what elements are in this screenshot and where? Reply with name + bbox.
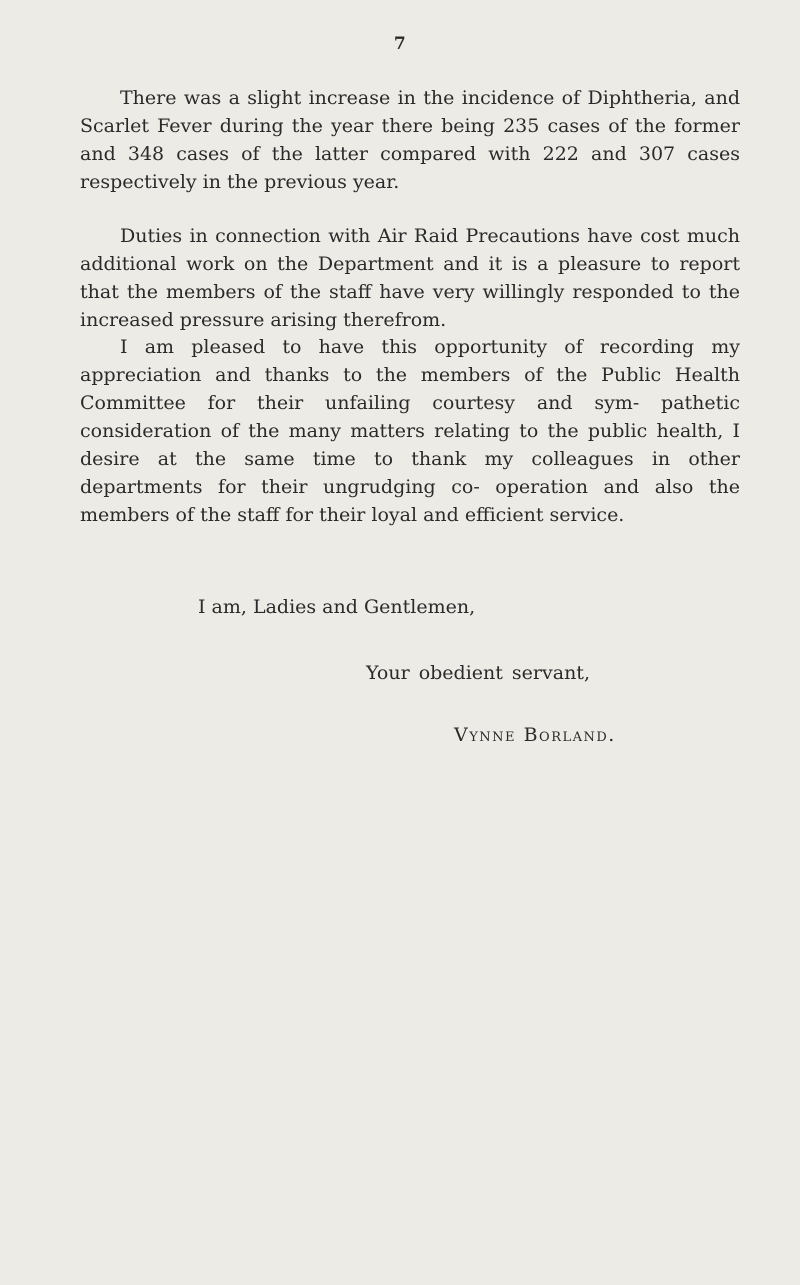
paragraph-appreciation: I am pleased to have this opportunity of recording my appreciation and thanks to the members of the Public Health Committee for their unfailing courtesy and sym- pathetic consideration of the many matters relating to the public health, I desire at the same time to thank my colleagues in other departments for their ungrudging co- operation and also the members of the staff for their loyal and efficient service. <box>80 336 740 526</box>
page-number: 7 <box>393 34 407 54</box>
signature-name: Vynne Borland. <box>454 724 616 746</box>
closing-salutation: I am, Ladies and Gentlemen, <box>198 596 476 618</box>
closing-valediction: Your obedient servant, <box>366 662 590 684</box>
paragraph-diphtheria-scarlet-fever: There was a slight increase in the incidence of Diphtheria, and Scarlet Fever during the year there being 235 cases of the former and 348 cases of the latter compared with 222 and 307 cases respectively in the previous year. <box>80 87 740 193</box>
paragraph-air-raid-precautions: Duties in connection with Air Raid Precautions have cost much additional work on the Department and it is a pleasure to report that the members of the staff have very willingly responded to the increased pressure arising therefrom. <box>80 225 740 331</box>
